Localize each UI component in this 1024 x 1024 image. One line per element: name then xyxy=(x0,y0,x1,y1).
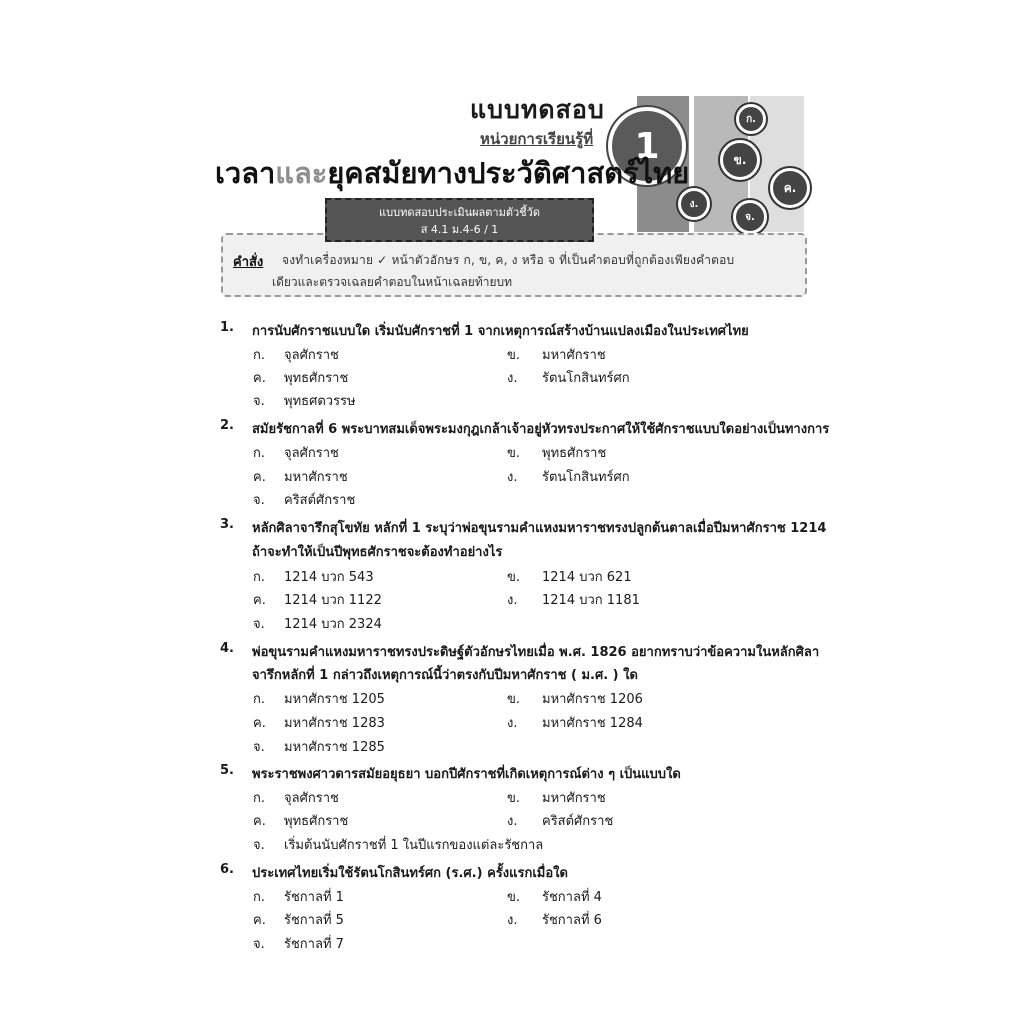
option-text[interactable]: จุลศักราช xyxy=(284,446,339,461)
question-number: 6. xyxy=(220,862,234,877)
option-label[interactable]: ง. xyxy=(507,470,518,485)
option-label[interactable]: ก. xyxy=(253,791,266,806)
option-label[interactable]: ข. xyxy=(507,890,521,905)
option-text[interactable]: จุลศักราช xyxy=(284,791,339,806)
question-text-continued: ถ้าจะทำให้เป็นปีพุทธศักราชจะต้องทำอย่างไร xyxy=(252,545,503,560)
question-number: 4. xyxy=(220,641,234,656)
worksheet-title: แบบทดสอบ xyxy=(470,95,605,124)
option-label[interactable]: ก. xyxy=(253,570,266,585)
option-label[interactable]: ค. xyxy=(253,371,266,386)
option-text[interactable]: คริสต์ศักราช xyxy=(284,493,356,508)
option-text[interactable]: พุทธศักราช xyxy=(542,446,607,461)
option-text[interactable]: มหาศักราช xyxy=(542,791,606,806)
instruction-text-line1: จงทำเครื่องหมาย ✓ หน้าตัวอักษร ก, ข, ค, ง หรือ จ ที่เป็นคำตอบที่ถูกต้องเพียงคำตอบ xyxy=(282,253,735,267)
question-text: หลักศิลาจารึกสุโขทัย หลักที่ 1 ระบุว่าพ่อขุนรามคำแหงมหาราชทรงปลูกต้นตาลเมื่อปีมหาศักราช 1214 xyxy=(252,521,827,536)
option-text[interactable]: รัชกาลที่ 7 xyxy=(284,937,344,952)
option-text[interactable]: มหาศักราช 1206 xyxy=(542,692,643,707)
indicator-code: ส 4.1 ม.4-6 / 1 xyxy=(420,223,499,236)
question-number: 2. xyxy=(220,418,234,433)
option-text[interactable]: มหาศักราช xyxy=(284,470,348,485)
option-label[interactable]: จ. xyxy=(253,740,265,755)
option-label[interactable]: ง. xyxy=(507,716,518,731)
option-label[interactable]: จ. xyxy=(253,838,265,853)
question-text: พ่อขุนรามคำแหงมหาราชทรงประดิษฐ์ตัวอักษรไทยเมื่อ พ.ศ. 1826 อยากทราบว่าข้อความในหลักศิลา xyxy=(252,645,820,660)
option-label[interactable]: จ. xyxy=(253,617,265,632)
unit-number-badge: 1 xyxy=(608,107,686,185)
option-text[interactable]: รัชกาลที่ 6 xyxy=(542,913,602,928)
option-label[interactable]: ก. xyxy=(253,446,266,461)
option-label[interactable]: ง. xyxy=(507,814,518,829)
option-text[interactable]: พุทธศักราช xyxy=(284,814,349,829)
choice-blob-kho-right: ค. xyxy=(770,168,810,208)
option-text[interactable]: มหาศักราช xyxy=(542,348,606,363)
option-text[interactable]: พุทธศักราช xyxy=(284,371,349,386)
question-number: 3. xyxy=(220,517,234,532)
page-title-part2: ยุคสมัยทางประวัติศาสตร์ไทย xyxy=(327,156,690,190)
question-number: 5. xyxy=(220,763,234,778)
option-text[interactable]: มหาศักราช 1205 xyxy=(284,692,385,707)
option-text[interactable]: 1214 บวก 2324 xyxy=(284,617,382,632)
choice-blob-ngo: ง. xyxy=(678,188,710,220)
option-text[interactable]: 1214 บวก 543 xyxy=(284,570,374,585)
page-title-accent: และ xyxy=(275,156,328,190)
option-text[interactable]: รัชกาลที่ 5 xyxy=(284,913,344,928)
choice-blob-kho: ข. xyxy=(720,140,760,180)
option-text[interactable]: พุทธศตวรรษ xyxy=(284,394,356,409)
option-label[interactable]: จ. xyxy=(253,937,265,952)
instruction-text-line2: เดียวและตรวจเฉลยคำตอบในหน้าเฉลยท้ายบท xyxy=(272,275,513,289)
option-label[interactable]: ก. xyxy=(253,890,266,905)
question-text: การนับศักราชแบบใด เริ่มนับศักราชที่ 1 จากเหตุการณ์สร้างบ้านแปลงเมืองในประเทศไทย xyxy=(252,324,749,339)
option-label[interactable]: ง. xyxy=(507,913,518,928)
unit-label: หน่วยการเรียนรู้ที่ xyxy=(480,130,594,148)
option-label[interactable]: ข. xyxy=(507,692,521,707)
option-label[interactable]: ค. xyxy=(253,913,266,928)
option-label[interactable]: ข. xyxy=(507,348,521,363)
option-label[interactable]: ก. xyxy=(253,348,266,363)
option-text[interactable]: รัตนโกสินทร์ศก xyxy=(542,470,630,485)
option-text[interactable]: 1214 บวก 621 xyxy=(542,570,632,585)
question-text-continued: จารึกหลักที่ 1 กล่าวถึงเหตุการณ์นี้ว่าตรงกับปีมหาศักราช ( ม.ศ. ) ใด xyxy=(252,668,638,683)
question-text: ประเทศไทยเริ่มใช้รัตนโกสินทร์ศก (ร.ศ.) ครั้งแรกเมื่อใด xyxy=(252,866,568,881)
option-label[interactable]: ค. xyxy=(253,470,266,485)
option-text[interactable]: 1214 บวก 1181 xyxy=(542,593,640,608)
option-label[interactable]: ข. xyxy=(507,791,521,806)
option-label[interactable]: จ. xyxy=(253,394,265,409)
indicator-subtitle-line1: แบบทดสอบประเมินผลตามตัวชี้วัด xyxy=(379,206,540,219)
option-label[interactable]: ค. xyxy=(253,716,266,731)
indicator-subtitle-box xyxy=(325,198,594,242)
page-title-part1: เวลา xyxy=(215,156,276,190)
option-text[interactable]: เริ่มต้นนับศักราชที่ 1 ในปีแรกของแต่ละรัชกาล xyxy=(284,838,544,853)
question-text: พระราชพงศาวดารสมัยอยุธยา บอกปีศักราชที่เกิดเหตุการณ์ต่าง ๆ เป็นแบบใด xyxy=(252,767,681,782)
question-text: สมัยรัชกาลที่ 6 พระบาทสมเด็จพระมงกุฎเกล้าเจ้าอยู่หัวทรงประกาศให้ใช้ศักราชแบบใดอย่างเป็นทางการ xyxy=(252,422,830,437)
option-label[interactable]: ข. xyxy=(507,446,521,461)
choice-blob-cho: จ. xyxy=(733,200,767,234)
option-label[interactable]: ง. xyxy=(507,371,518,386)
option-text[interactable]: มหาศักราช 1284 xyxy=(542,716,643,731)
choice-blob-ko: ก. xyxy=(736,104,766,134)
page-title xyxy=(215,150,689,196)
option-label[interactable]: ค. xyxy=(253,593,266,608)
option-text[interactable]: รัชกาลที่ 1 xyxy=(284,890,344,905)
option-text[interactable]: มหาศักราช 1285 xyxy=(284,740,385,755)
option-label[interactable]: จ. xyxy=(253,493,265,508)
option-label[interactable]: ข. xyxy=(507,570,521,585)
option-text[interactable]: คริสต์ศักราช xyxy=(542,814,614,829)
option-label[interactable]: ค. xyxy=(253,814,266,829)
option-text[interactable]: 1214 บวก 1122 xyxy=(284,593,382,608)
option-text[interactable]: จุลศักราช xyxy=(284,348,339,363)
option-label[interactable]: ง. xyxy=(507,593,518,608)
instruction-label: คำสั่ง xyxy=(233,255,264,270)
option-text[interactable]: รัตนโกสินทร์ศก xyxy=(542,371,630,386)
option-text[interactable]: มหาศักราช 1283 xyxy=(284,716,385,731)
question-number: 1. xyxy=(220,320,234,335)
option-text[interactable]: รัชกาลที่ 4 xyxy=(542,890,602,905)
option-label[interactable]: ก. xyxy=(253,692,266,707)
